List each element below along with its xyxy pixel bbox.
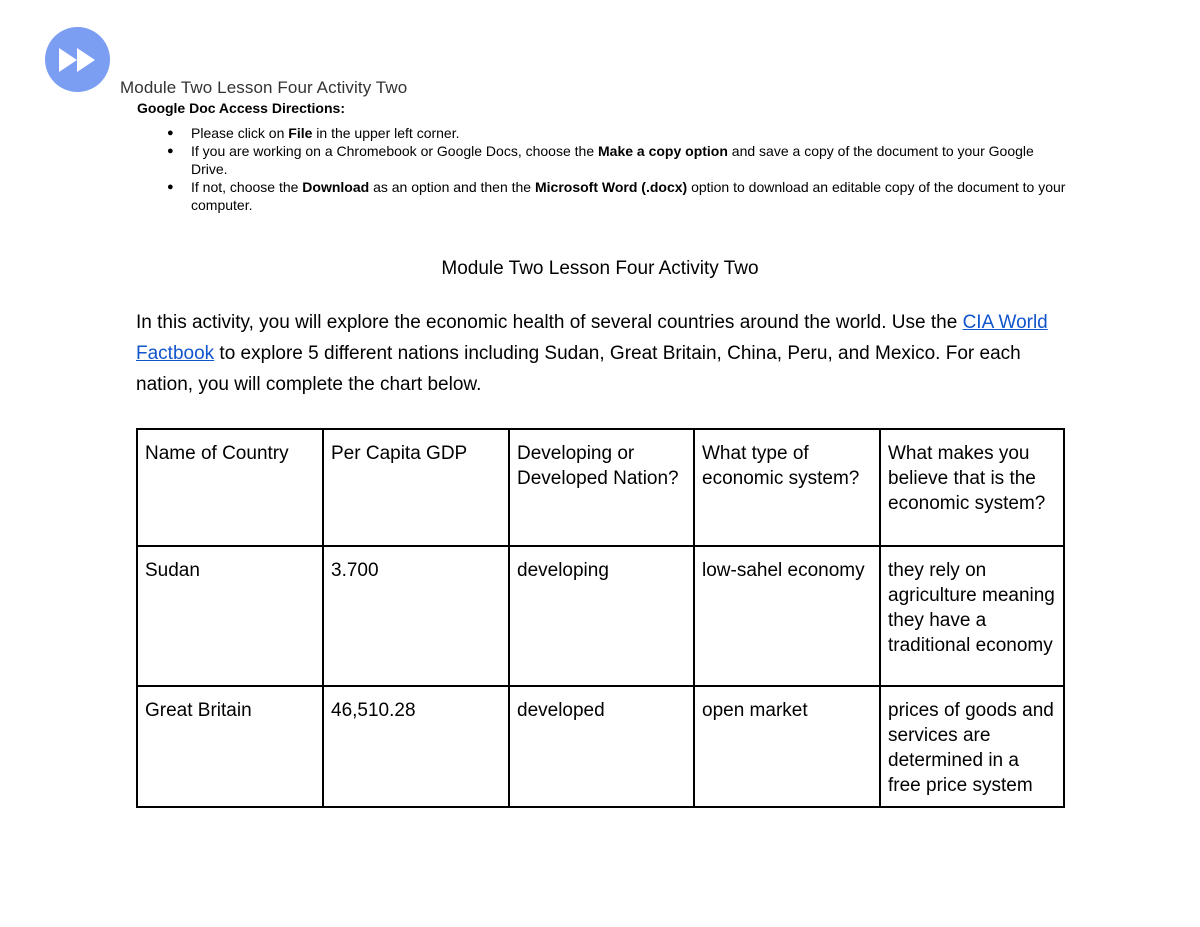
header-name-of-country: Name of Country (137, 429, 323, 546)
table-cell: developed (509, 686, 694, 807)
header-economic-system: What type of economic system? (694, 429, 880, 546)
directions-heading: Google Doc Access Directions: (137, 100, 345, 116)
table-row (137, 686, 1064, 807)
fast-forward-icon (57, 45, 99, 75)
country-economics-table (136, 428, 1065, 808)
table-cell: 3.700 (323, 546, 509, 686)
table-cell: 46,510.28 (323, 686, 509, 807)
intro-paragraph: In this activity, you will explore the economic health of several countries around the world. Use the CIA World Factbook to explore 5 different nations including Sudan, Great Britain, China, Peru, and Mexico. For each nation, you will complete the chart below. (136, 312, 1048, 395)
directions-item-download: ● If not, choose the Download as an option and then the Microsoft Word (.docx) option to download an editable copy of the document to your computer. (137, 178, 1067, 214)
logo (45, 27, 110, 92)
directions-item-file: ● Please click on File in the upper left corner. (137, 124, 1067, 142)
document-title: Module Two Lesson Four Activity Two (441, 258, 759, 279)
directions-list (137, 124, 1067, 214)
table-cell: Sudan (137, 546, 323, 686)
table-cell: prices of goods and services are determined in a free price system (880, 686, 1064, 807)
header-reasoning: What makes you believe that is the economic system? (880, 429, 1064, 546)
access-directions (137, 99, 1067, 214)
table-cell: Great Britain (137, 686, 323, 807)
cia-world-factbook-link[interactable]: CIA World Factbook (136, 312, 1048, 364)
directions-item-make-copy: ● If you are working on a Chromebook or Google Docs, choose the Make a copy option and save a copy of the document to your Google Drive. (137, 142, 1067, 178)
header-title: Module Two Lesson Four Activity Two (120, 78, 408, 97)
table-cell: low-sahel economy (694, 546, 880, 686)
table-cell: developing (509, 546, 694, 686)
table-cell: open market (694, 686, 880, 807)
table-cell: they rely on agriculture meaning they have a traditional economy (880, 546, 1064, 686)
table-row (137, 546, 1064, 686)
header-per-capita-gdp: Per Capita GDP (323, 429, 509, 546)
table-header-row (137, 429, 1064, 546)
header-developing-or-developed: Developing or Developed Nation? (509, 429, 694, 546)
